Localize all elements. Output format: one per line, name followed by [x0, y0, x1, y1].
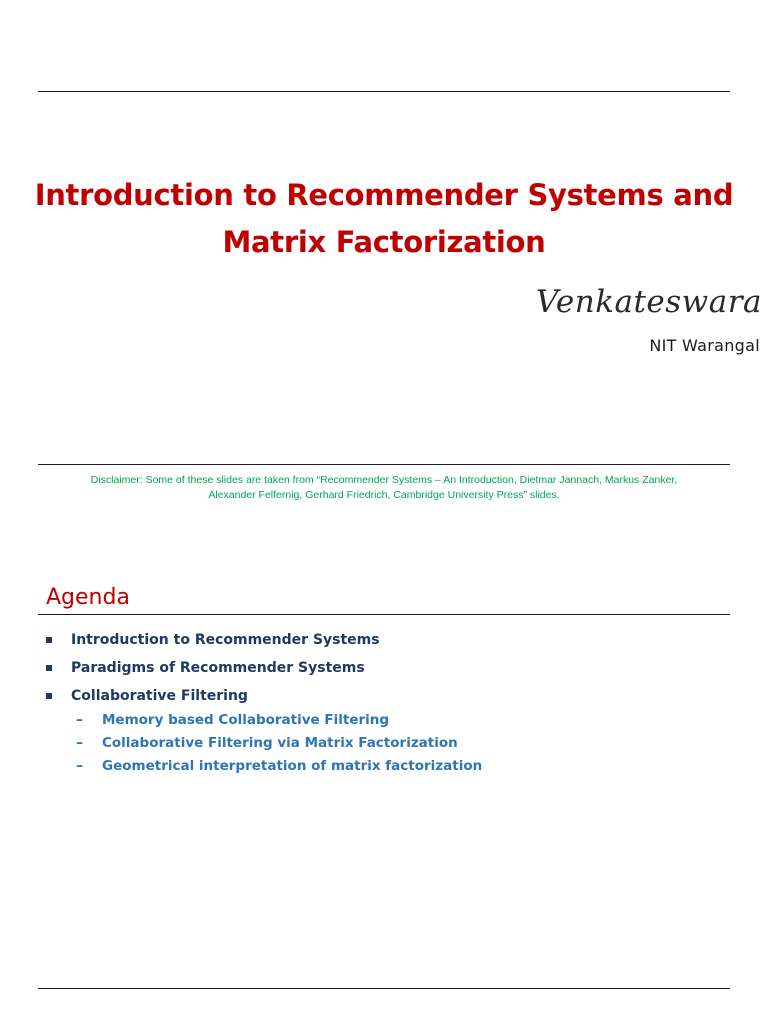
author-signature: Venkateswara: [535, 284, 762, 320]
agenda-item-paradigms: [46, 660, 726, 676]
slide-separator: [38, 464, 730, 465]
agenda-item-label: Paradigms of Recommender Systems: [71, 660, 365, 676]
agenda-heading: Agenda: [46, 585, 130, 610]
author-affiliation: NIT Warangal: [649, 336, 760, 355]
agenda-subitem-label: Memory based Collaborative Filtering: [102, 712, 390, 728]
bottom-divider: [38, 988, 730, 989]
agenda-subitem-label: Collaborative Filtering via Matrix Factorization: [102, 735, 458, 751]
top-divider: [38, 91, 730, 92]
disclaimer-line-1: Disclaimer: Some of these slides are taken from “Recommender Systems – An Introduction, Dietmar Jannach, Markus Zanker,: [90, 474, 678, 486]
square-bullet-icon: [46, 637, 52, 643]
agenda-item-label: Collaborative Filtering: [71, 688, 248, 704]
agenda-subitem-label: Geometrical interpretation of matrix factorization: [102, 758, 483, 774]
agenda-item-intro: [46, 632, 726, 648]
agenda-subitem: [76, 735, 726, 751]
dash-marker: –: [76, 758, 83, 774]
agenda-item-label: Introduction to Recommender Systems: [71, 632, 380, 648]
agenda-subitem: [76, 712, 726, 728]
square-bullet-icon: [46, 693, 52, 699]
slide-title: [20, 172, 748, 266]
title-line-2: Matrix Factorization: [222, 225, 546, 259]
agenda-sublist: [46, 712, 726, 774]
disclaimer-line-2: Alexander Felfernig, Gerhard Friedrich, Cambridge University Press” slides.: [208, 489, 560, 501]
agenda-list: [46, 632, 726, 786]
square-bullet-icon: [46, 665, 52, 671]
disclaimer: [40, 473, 728, 503]
agenda-item-collaborative-filtering: [46, 688, 726, 774]
dash-marker: –: [76, 735, 83, 751]
agenda-underline: [38, 614, 730, 615]
dash-marker: –: [76, 712, 83, 728]
agenda-subitem: [76, 758, 726, 774]
title-line-1: Introduction to Recommender Systems and: [34, 178, 734, 212]
